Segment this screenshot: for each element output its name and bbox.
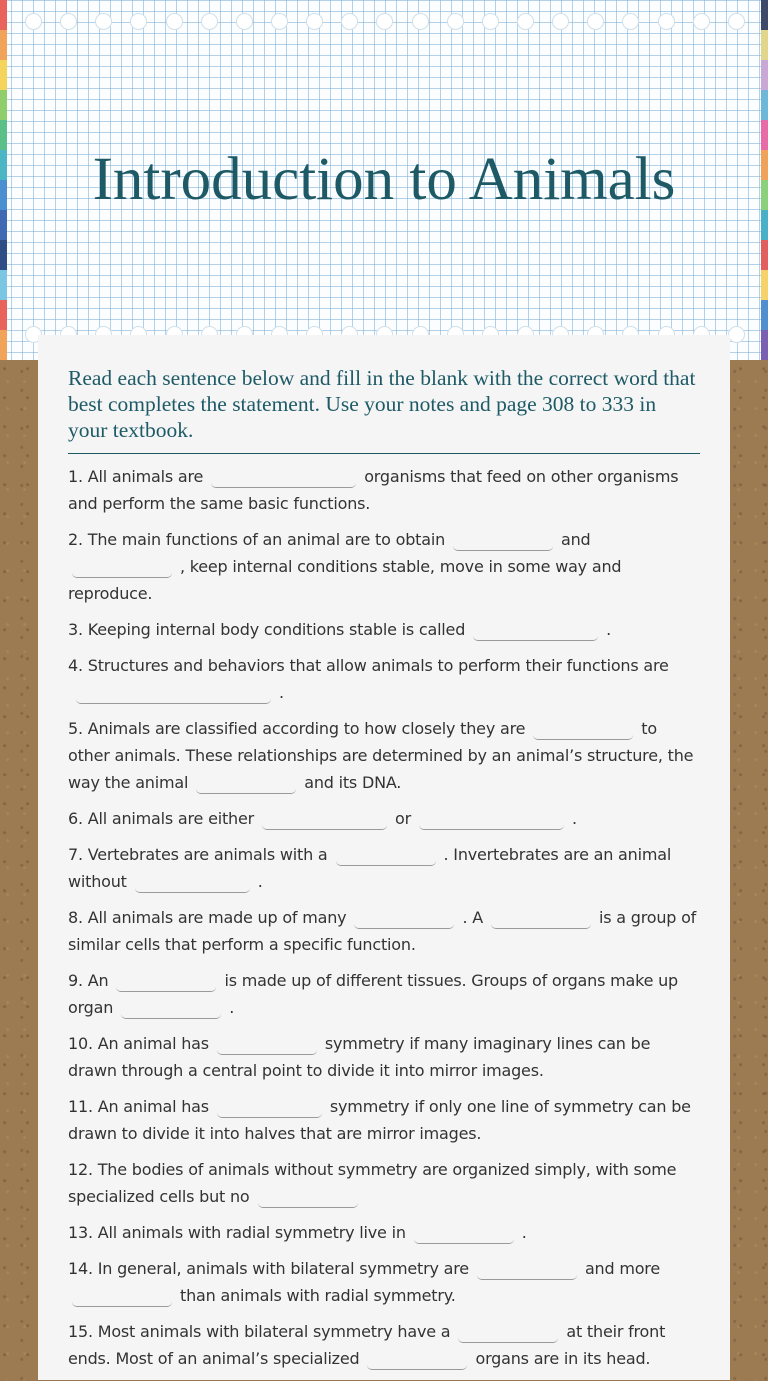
binder-hole [130,13,147,30]
binder-hole [60,13,77,30]
color-stripe [0,300,7,330]
instructions: Read each sentence below and fill in the blank with the correct word that best completes the statement. Use your notes and page 308 to 333 in your textbook. [68,365,700,454]
binder-hole [693,13,710,30]
question-1: 1. All animals are organisms that feed on other organisms and perform the same basic functions. [68,467,679,513]
answer-blank[interactable] [72,1286,172,1307]
answer-blank[interactable] [473,620,598,641]
question-9: 9. An is made up of different tissues. Groups of organs make up organ . [68,971,679,1017]
binder-hole [728,326,745,343]
binder-hole [447,13,464,30]
question-14: 14. In general, animals with bilateral symmetry are and more than animals with radial symmetry. [68,1259,660,1305]
color-stripe [761,60,768,90]
color-stripe [0,0,7,30]
answer-blank[interactable] [419,809,564,830]
binder-hole [376,13,393,30]
question-2: 2. The main functions of an animal are to obtain and , keep internal conditions stable, move in some way and reproduce. [68,530,622,603]
answer-blank[interactable] [116,971,216,992]
color-stripe [761,270,768,300]
color-stripe [761,30,768,60]
color-stripe [0,60,7,90]
answer-blank[interactable] [258,1187,358,1208]
binder-hole [412,13,429,30]
graph-paper-header [0,0,768,360]
answer-blank[interactable] [72,557,172,578]
question-3: 3. Keeping internal body conditions stable is called . [68,620,612,639]
question-6: 6. All animals are either or . [68,809,577,828]
binder-hole [587,13,604,30]
question-12: 12. The bodies of animals without symmetry are organized simply, with some specialized cells but no [68,1160,677,1206]
binder-hole [271,13,288,30]
answer-blank[interactable] [477,1259,577,1280]
binder-hole [482,13,499,30]
binder-hole [658,13,675,30]
answer-blank[interactable] [76,683,271,704]
question-list [68,463,700,1381]
answer-blank[interactable] [414,1223,514,1244]
binder-hole [236,13,253,30]
color-stripe [761,300,768,330]
answer-blank[interactable] [453,530,553,551]
binder-hole [306,13,323,30]
color-stripe [0,270,7,300]
question-7: 7. Vertebrates are animals with a . Invertebrates are an animal without . [68,845,672,891]
binder-hole [728,13,745,30]
binder-hole [201,13,218,30]
color-stripe [761,330,768,360]
question-10: 10. An animal has symmetry if many imaginary lines can be drawn through a central point to divide it into mirror images. [68,1034,651,1080]
color-stripe [0,330,7,360]
color-stripe [761,0,768,30]
answer-blank[interactable] [336,845,436,866]
answer-blank[interactable] [458,1322,558,1343]
question-5: 5. Animals are classified according to how closely they are to other animals. These relationships are determined by an animal’s structure, the way the animal and its DNA. [68,719,694,792]
worksheet [38,335,730,1380]
page-title: Introduction to Animals [92,146,676,213]
color-stripe [761,90,768,120]
question-13: 13. All animals with radial symmetry live in . [68,1223,527,1242]
color-stripe [0,90,7,120]
binder-hole [341,13,358,30]
answer-blank[interactable] [211,467,356,488]
answer-blank[interactable] [196,773,296,794]
color-stripe [761,240,768,270]
answer-blank[interactable] [217,1097,322,1118]
answer-blank[interactable] [491,908,591,929]
binder-hole [517,13,534,30]
binder-hole [166,13,183,30]
color-stripe [0,30,7,60]
answer-blank[interactable] [354,908,454,929]
binder-hole [95,13,112,30]
color-stripe [0,240,7,270]
binder-holes-top [25,13,745,30]
question-15: 15. Most animals with bilateral symmetry have a at their front ends. Most of an animal’s specialized organs are in its head. [68,1322,666,1368]
question-4: 4. Structures and behaviors that allow animals to perform their functions are. [68,656,669,702]
answer-blank[interactable] [533,719,633,740]
answer-blank[interactable] [217,1034,317,1055]
answer-blank[interactable] [135,872,250,893]
answer-blank[interactable] [367,1349,467,1370]
answer-blank[interactable] [262,809,387,830]
binder-hole [622,13,639,30]
answer-blank[interactable] [121,998,221,1019]
binder-hole [552,13,569,30]
question-8: 8. All animals are made up of many . A is a group of similar cells that perform a specific function. [68,908,697,954]
binder-hole [25,13,42,30]
question-11: 11. An animal has symmetry if only one line of symmetry can be drawn to divide it into halves that are mirror images. [68,1097,691,1143]
